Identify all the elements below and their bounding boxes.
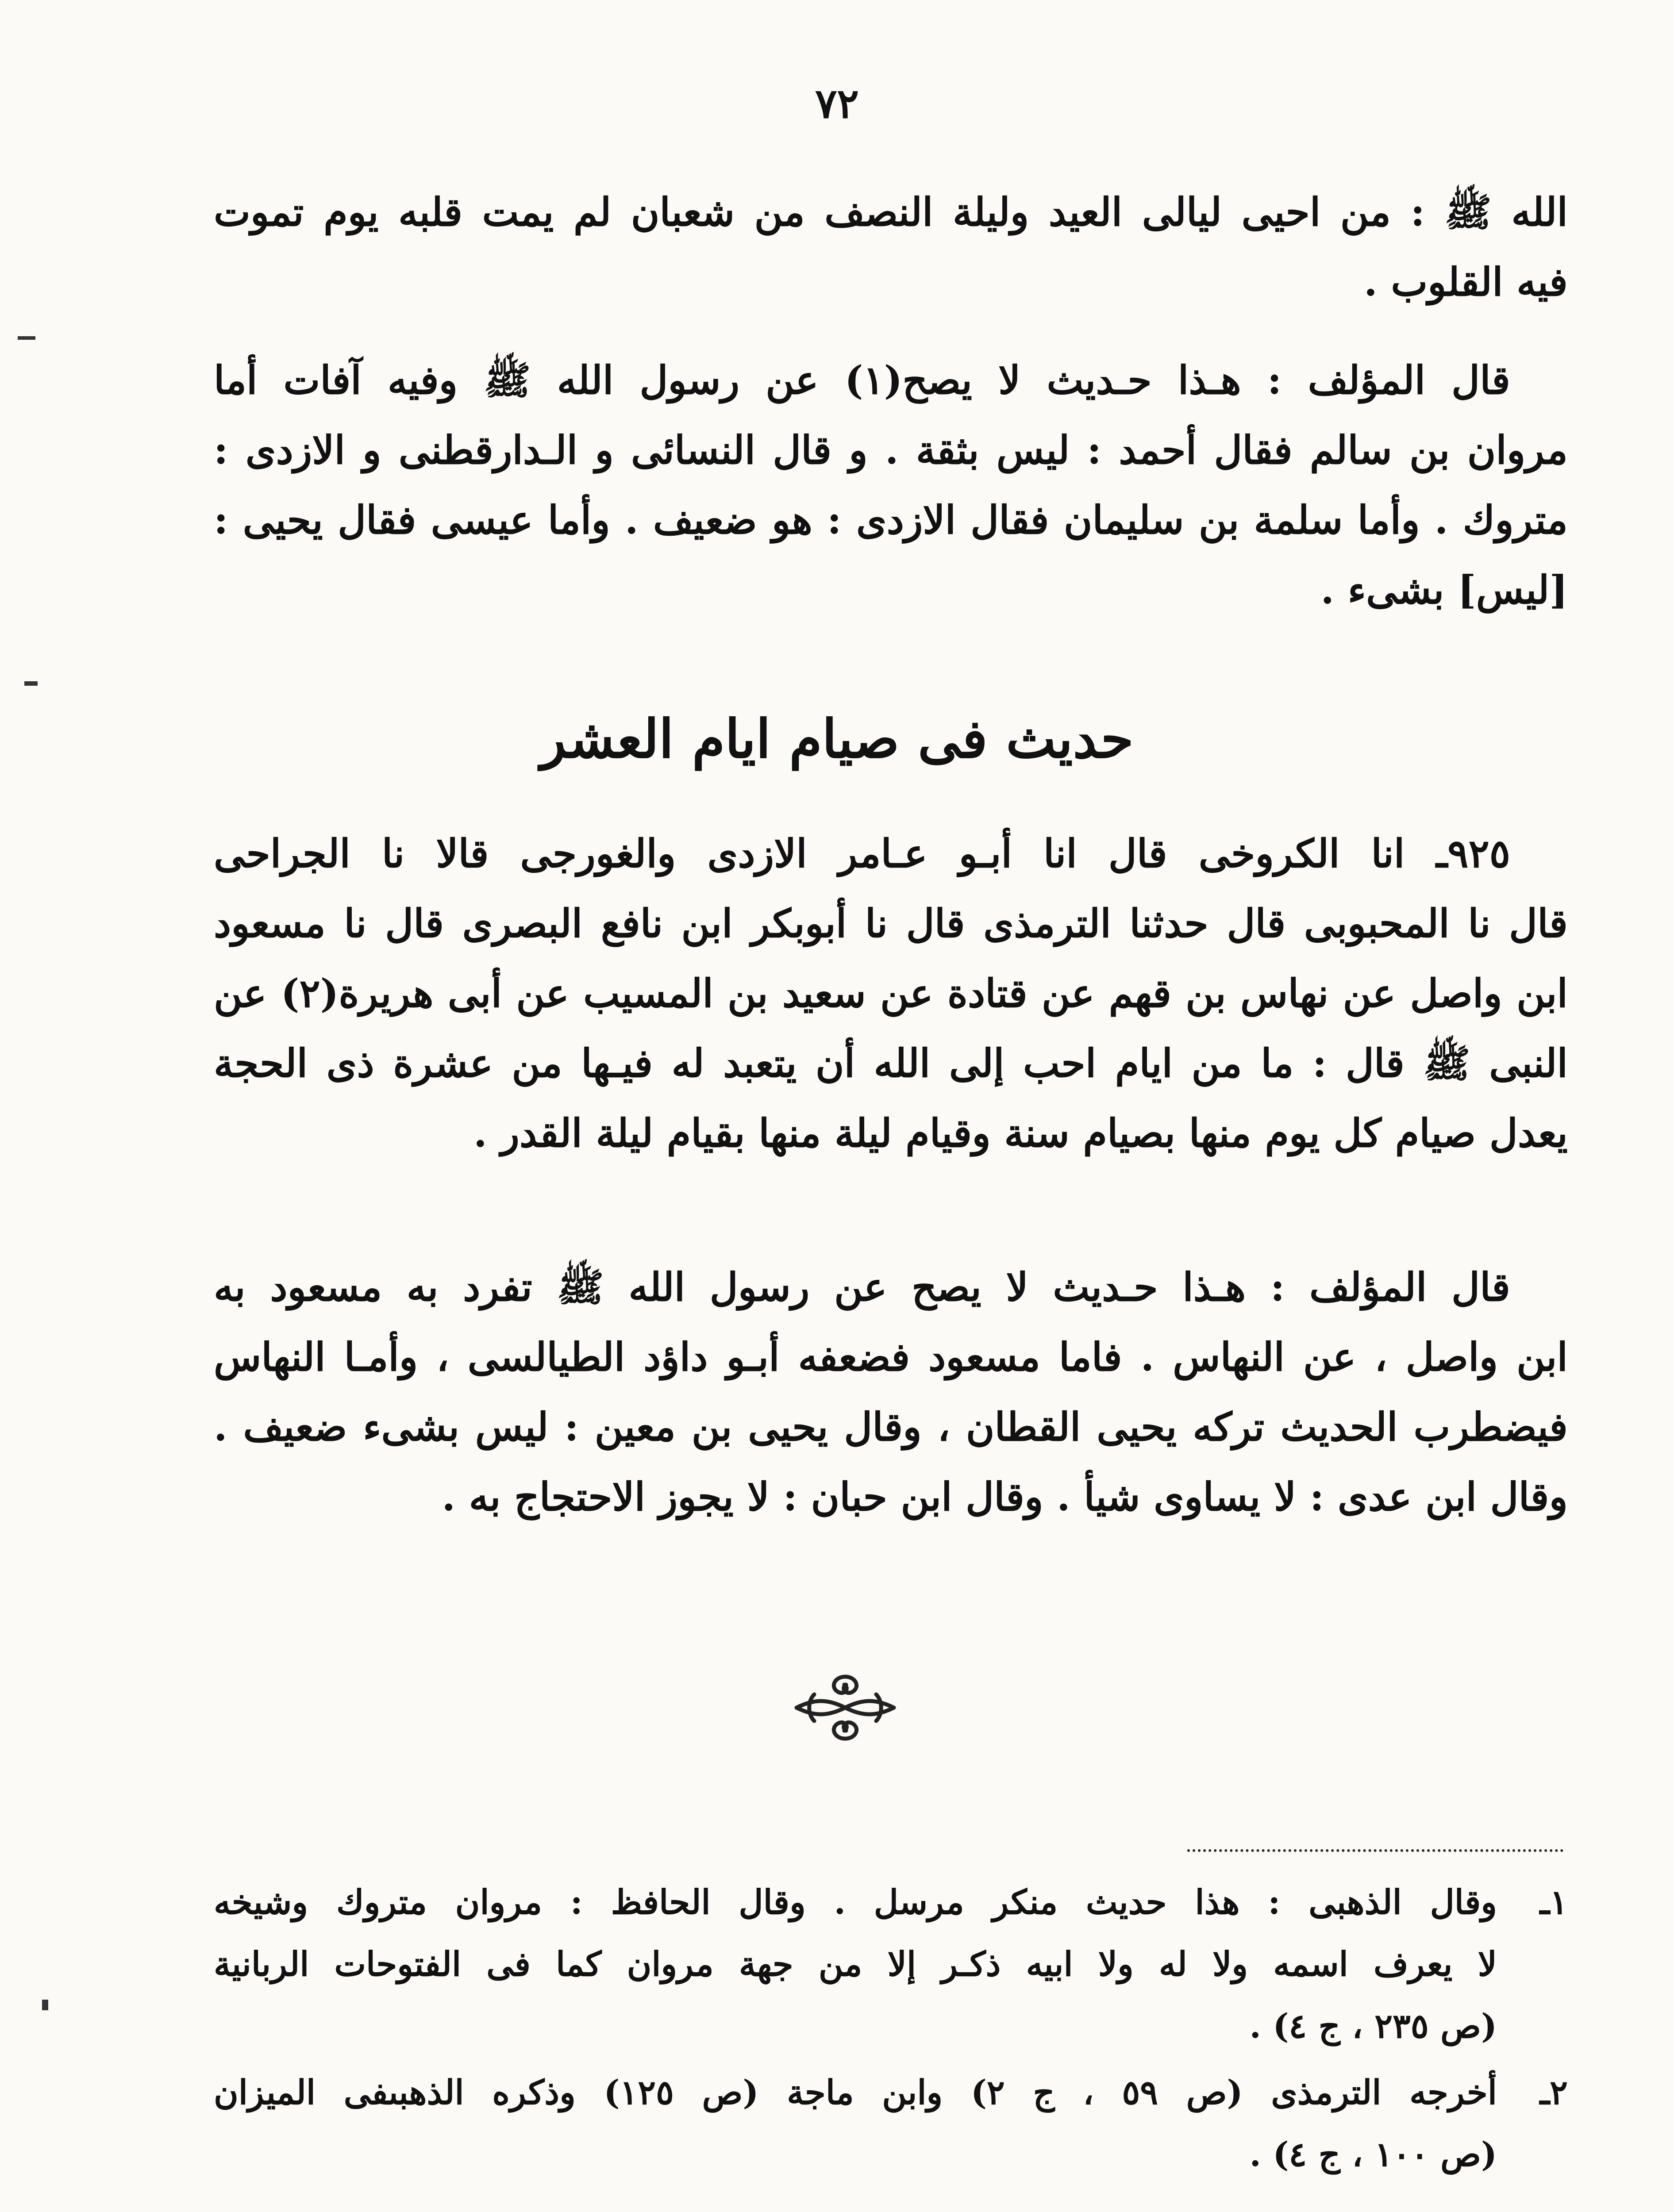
text-line: فيضطرب الحديث تركه يحيى القطان ، وقال يحيى بن معين : ليس بشىء ضعيف .	[214, 1404, 1568, 1450]
text-line: فيه القلوب .	[1364, 259, 1568, 305]
footnote-line: لا يعرف اسمه ولا له ولا ابيه ذكـر إلا من جهة مروان كما فى الفتوحات الربانية	[214, 1944, 1497, 1984]
text-line: وقال ابن عدى : لا يساوى شيأ . وقال ابن حبان : لا يجوز الاحتجاج به .	[442, 1474, 1568, 1520]
author-comment-1	[214, 345, 1568, 625]
text-line: مروان بن سالم فقال أحمد : ليس بثقة . و قال النسائى و الـدارقطنى و الازدى :	[214, 427, 1568, 473]
floral-ornament-icon	[788, 1668, 903, 1747]
text-line: ٩٢٥ـ انا الكروخى قال انا أبـو عـامر الازدى والغورجى قالا نا الجراحى	[214, 830, 1510, 876]
hadith-paragraph	[214, 818, 1568, 1168]
text-line: ابن واصل ، عن النهاس . فاما مسعود فضعفه أبـو داؤد الطيالسى ، وأمـا النهاس	[214, 1334, 1568, 1380]
footnote-line: وقال الذهبى : هذا حديث منكر مرسل . وقال الحافظ : مروان متروك وشيخه	[214, 1882, 1497, 1922]
scan-mark	[24, 681, 38, 686]
scan-mark	[18, 336, 35, 340]
footnote-line: (ص ٢٣٥ ، ج ٤) .	[1249, 2006, 1497, 2046]
footnote-line: (ص ١٠٠ ، ج ٤) .	[1249, 2135, 1497, 2174]
text-line: متروك . وأما سلمة بن سليمان فقال الازدى : هو ضعيف . وأما عيسى فقال يحيى :	[214, 497, 1568, 543]
footnotes	[214, 1871, 1568, 2190]
scan-mark	[42, 2000, 48, 2010]
page-number: ٧٢	[815, 80, 859, 127]
text-line: النبى ﷺ قال : ما من ايام احب إلى الله أن يتعبد له فيـها من عشرة ذى الحجة	[214, 1040, 1568, 1086]
text-line: يعدل صيام كل يوم منها بصيام سنة وقيام ليلة منها بقيام ليلة القدر .	[473, 1110, 1568, 1156]
footnote-number: ١ـ	[1539, 1882, 1568, 1922]
footnote-line: أخرجه الترمذى (ص ٥٩ ، ج ٢) وابن ماجة (ص ١٢٥) وذكره الذهبىفى الميزان	[214, 2073, 1497, 2112]
footnote-2	[214, 2062, 1568, 2185]
text-line: قال المؤلف : هـذا حـديث لا يصح(١) عن رسول الله ﷺ وفيه آفات أما	[214, 357, 1510, 403]
footnote-number: ٢ـ	[1539, 2073, 1568, 2112]
text-line: ابن واصل عن نهاس بن قهم عن قتادة عن سعيد بن المسيب عن أبى هريرة(٢) عن	[214, 970, 1568, 1016]
section-heading: حديث فى صيام ايام العشر	[540, 708, 1134, 770]
author-comment-2	[214, 1252, 1568, 1532]
text-line: [ليس] بشىء .	[1320, 567, 1568, 613]
intro-paragraph	[214, 177, 1568, 317]
footnote-1	[214, 1871, 1568, 2057]
text-line: قال نا المحبوبى قال حدثنا الترمذى قال نا أبوبكر ابن نافع البصرى قال نا مسعود	[214, 900, 1568, 946]
text-line: قال المؤلف : هـذا حـديث لا يصح عن رسول الله ﷺ تفرد به مسعود به	[214, 1264, 1510, 1310]
text-line: الله ﷺ : من احيى ليالى العيد وليلة النصف من شعبان لم يمت قلبه يوم تموت	[214, 189, 1568, 235]
footnote-divider	[1187, 1849, 1563, 1852]
